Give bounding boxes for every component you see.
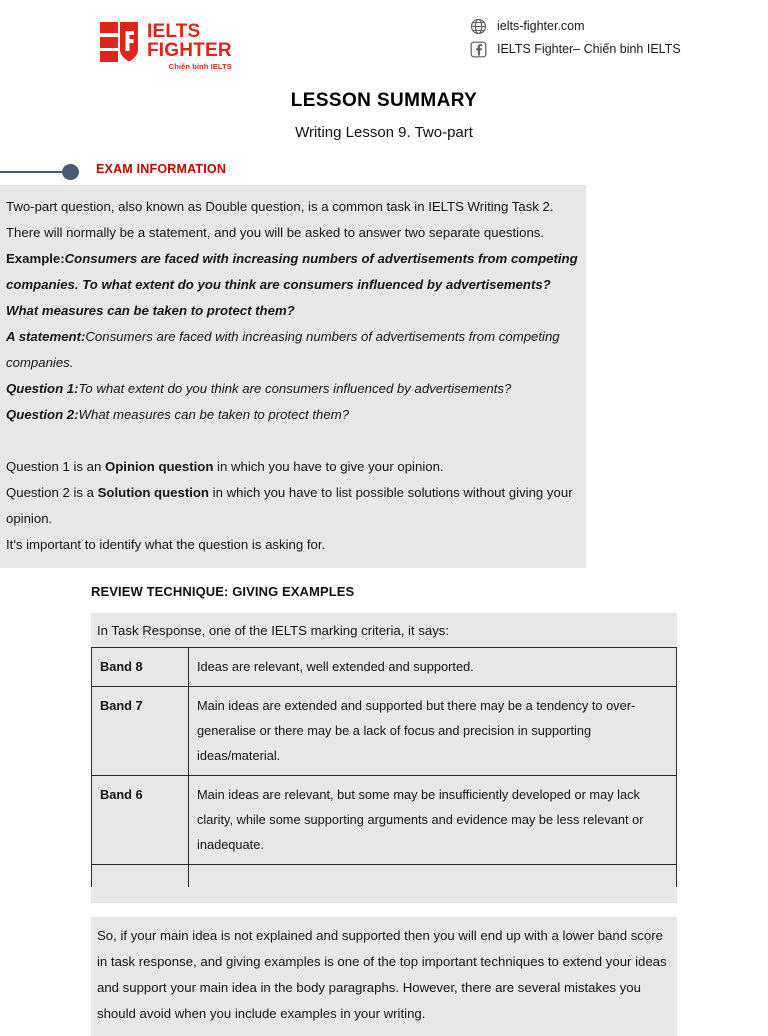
note2-bold: Solution question [97, 485, 209, 500]
note2-post: in which you have to list possible solutions without giving your opinion. [6, 485, 573, 526]
note1-pre: Question 1 is an [6, 459, 105, 474]
exam-example [6, 246, 580, 324]
exam-statement [6, 324, 580, 376]
band-descriptor-table-wrap [91, 647, 677, 887]
question2-label: Question 2: [6, 407, 79, 422]
table-row [92, 776, 677, 865]
table-row [92, 687, 677, 776]
example-label: Example: [6, 251, 65, 266]
logo-text-fighter: FIGHTER [147, 40, 232, 61]
exam-para-1: Two-part question, also known as Double question, is a common task in IELTS Writing Task 2. [6, 199, 554, 214]
globe-icon [470, 18, 487, 35]
heading-bullet-dot [62, 164, 79, 180]
statement-label: A statement: [6, 329, 86, 344]
logo-tagline: Chiến binh IELTS [168, 62, 232, 71]
facebook-icon [470, 41, 487, 58]
facebook-text: IELTS Fighter– Chiến binh IELTS [497, 42, 681, 56]
question1-text: To what extent do you think are consumers influenced by advertisements? [78, 381, 512, 396]
table-bottom-padding [91, 887, 677, 903]
exam-information-heading-row [0, 159, 768, 185]
exam-para-2: There will normally be a statement, and you will be asked to answer two separate questions. [6, 225, 545, 240]
band-descriptor-cell: Ideas are relevant, well extended and supported. [189, 648, 677, 687]
question1-label: Question 1: [6, 381, 79, 396]
table-row [92, 648, 677, 687]
section-heading-review-technique: REVIEW TECHNIQUE: GIVING EXAMPLES [91, 584, 355, 599]
review-closing-block [91, 917, 677, 1036]
section-heading-exam-information: EXAM INFORMATION [96, 162, 227, 176]
block-spacer [6, 428, 580, 454]
exam-note-1 [6, 454, 580, 480]
table-row-tail [92, 865, 677, 888]
band-label-cell: Band 8 [92, 648, 189, 687]
question2-text: What measures can be taken to protect them? [78, 407, 350, 422]
band-label-cell: Band 6 [92, 776, 189, 865]
table-tail-right [189, 865, 677, 888]
logo-text-ielts: IELTS [147, 21, 201, 42]
note2-pre: Question 2 is a [6, 485, 98, 500]
band-descriptor-cell: Main ideas are relevant, but some may be insufficiently developed or may lack clarity, while some supporting arguments and evidence may be less relevant or inadequate. [189, 776, 677, 865]
band-descriptor-cell: Main ideas are extended and supported but there may be a tendency to over-generalise or there may be a lack of focus and precision in supporting ideas/material. [189, 687, 677, 776]
page-header [0, 0, 768, 72]
example-text: Consumers are faced with increasing numbers of advertisements from competing companies. To what extent do you think are consumers influenced by advertisements? What measures can be taken to protect them? [6, 251, 578, 318]
exam-information-block [0, 185, 586, 568]
website-text: ielts-fighter.com [497, 19, 585, 33]
note1-post: in which you have to give your opinion. [213, 459, 444, 474]
page-subtitle: Writing Lesson 9. Two-part [295, 124, 473, 141]
exam-question-2 [6, 402, 580, 428]
review-intro-block [91, 613, 677, 647]
review-closing-text: So, if your main idea is not explained and supported then you will end up with a lower band score in task response, and giving examples is one of the top important techniques to extend your ideas and support your main idea in the body paragraphs. However, there are several mistakes you should avoid when you include examples in your writing. [97, 928, 667, 1021]
exam-note-2 [6, 480, 580, 532]
page-title: LESSON SUMMARY [290, 90, 478, 111]
note1-bold: Opinion question [104, 459, 214, 474]
exam-question-1 [6, 376, 580, 402]
website-row[interactable] [470, 15, 681, 37]
exam-note-3: It's important to identify what the question is asking for. [6, 537, 326, 552]
facebook-row[interactable] [470, 38, 681, 60]
logo-shield-icon [98, 20, 140, 64]
band-descriptor-table [91, 647, 677, 887]
band-label-cell: Band 7 [92, 687, 189, 776]
review-intro-text: In Task Response, one of the IELTS marking criteria, it says: [97, 623, 450, 638]
statement-text: Consumers are faced with increasing numbers of advertisements from competing companies. [6, 329, 560, 370]
section-gap [0, 903, 768, 917]
contact-info [470, 15, 681, 61]
ielts-fighter-logo [98, 20, 232, 71]
table-tail-left [92, 865, 189, 888]
